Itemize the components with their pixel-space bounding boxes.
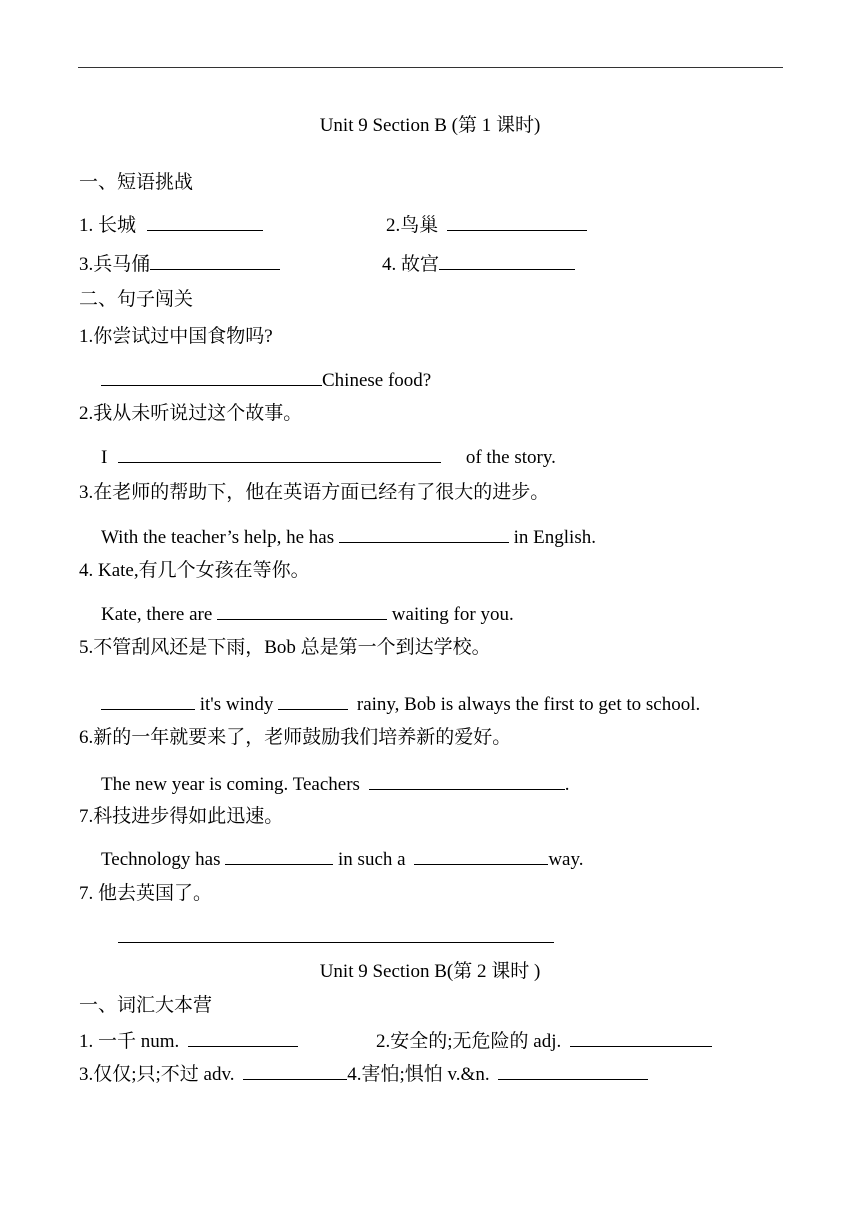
sentence-5-chinese: 5.不管刮风还是下雨，Bob 总是第一个到达学校。 — [79, 637, 491, 658]
sentence-5-tail: rainy, Bob is always the first to get to school. — [356, 694, 701, 715]
phrase-question-4-label: 4. 故宫 — [382, 254, 440, 275]
vocab-question-2-label: 2.安全的;无危险的 adj. — [376, 1031, 562, 1052]
sentence-1-tail: Chinese food? — [322, 370, 432, 391]
answer-blank[interactable] — [147, 212, 263, 231]
sentence-3-head: With the teacher’s help, he has — [101, 527, 335, 548]
sentence-6-chinese: 6.新的一年就要来了，老师鼓励我们培养新的爱好。 — [79, 727, 512, 748]
answer-blank[interactable] — [439, 251, 575, 270]
vocab-question-4-label: 4.害怕;惧怕 v.&n. — [347, 1064, 490, 1085]
sentence-2-english — [101, 444, 556, 469]
page-title-lesson-1: Unit 9 Section B (第 1 课时) — [319, 115, 541, 136]
sentence-8-chinese: 7. 他去英国了。 — [79, 883, 213, 904]
answer-line[interactable] — [118, 942, 554, 943]
phrase-question-3 — [79, 251, 280, 276]
sentence-7-tail: way. — [548, 849, 584, 870]
sentence-6-tail: . — [564, 774, 570, 795]
sentence-4-head: Kate, there are — [101, 604, 213, 625]
phrase-question-2 — [386, 212, 587, 237]
sentence-7-head: Technology has — [101, 849, 221, 870]
sentence-3-english — [101, 524, 596, 549]
phrase-question-1 — [79, 212, 263, 237]
sentence-5-mid: it's windy — [199, 694, 274, 715]
answer-blank[interactable] — [101, 691, 195, 710]
sentence-1-english — [101, 367, 431, 392]
sentence-6-english — [101, 771, 569, 796]
sentence-5-english — [101, 691, 700, 716]
answer-blank[interactable] — [188, 1028, 298, 1047]
sentence-2-head: I — [101, 447, 108, 468]
sentence-6-head: The new year is coming. Teachers — [101, 774, 360, 795]
sentence-7-mid: in such a — [338, 849, 406, 870]
section-heading-sentences: 二、句子闯关 — [79, 289, 194, 310]
answer-blank[interactable] — [243, 1061, 347, 1080]
phrase-question-1-label: 1. 长城 — [79, 215, 137, 236]
vocab-question-2 — [376, 1028, 712, 1053]
section-heading-vocabulary: 一、词汇大本营 — [79, 995, 213, 1016]
sentence-4-english — [101, 601, 514, 626]
answer-blank[interactable] — [339, 524, 509, 543]
sentence-7-english — [101, 846, 583, 871]
answer-blank[interactable] — [101, 367, 322, 386]
answer-blank[interactable] — [570, 1028, 712, 1047]
answer-blank[interactable] — [278, 691, 348, 710]
answer-blank[interactable] — [369, 771, 565, 790]
answer-blank[interactable] — [414, 846, 548, 865]
sentence-1-chinese: 1.你尝试过中国食物吗? — [79, 326, 273, 347]
phrase-question-3-label: 3.兵马俑 — [79, 254, 151, 275]
vocab-question-1-label: 1. 一千 num. — [79, 1031, 180, 1052]
sentence-2-tail: of the story. — [465, 447, 556, 468]
phrase-question-4 — [382, 251, 575, 276]
answer-blank[interactable] — [118, 444, 441, 463]
vocab-question-1 — [79, 1028, 298, 1053]
answer-blank[interactable] — [150, 251, 280, 270]
answer-blank[interactable] — [217, 601, 387, 620]
sentence-2-chinese: 2.我从未听说过这个故事。 — [79, 403, 303, 424]
vocab-question-3-label: 3.仅仅;只;不过 adv. — [79, 1064, 235, 1085]
header-rule — [78, 67, 783, 68]
sentence-4-tail: waiting for you. — [391, 604, 514, 625]
sentence-4-chinese: 4. Kate,有几个女孩在等你。 — [79, 560, 310, 581]
answer-blank[interactable] — [447, 212, 587, 231]
section-heading-phrases: 一、短语挑战 — [79, 172, 194, 193]
answer-blank[interactable] — [498, 1061, 648, 1080]
sentence-7-chinese: 7.科技进步得如此迅速。 — [79, 806, 284, 827]
phrase-question-2-label: 2.鸟巢 — [386, 215, 439, 236]
answer-blank[interactable] — [225, 846, 333, 865]
sentence-3-tail: in English. — [513, 527, 596, 548]
page-title-lesson-2: Unit 9 Section B(第 2 课时 ) — [319, 961, 541, 982]
vocab-question-3 — [79, 1061, 648, 1086]
sentence-3-chinese: 3.在老师的帮助下，他在英语方面已经有了很大的进步。 — [79, 482, 550, 503]
